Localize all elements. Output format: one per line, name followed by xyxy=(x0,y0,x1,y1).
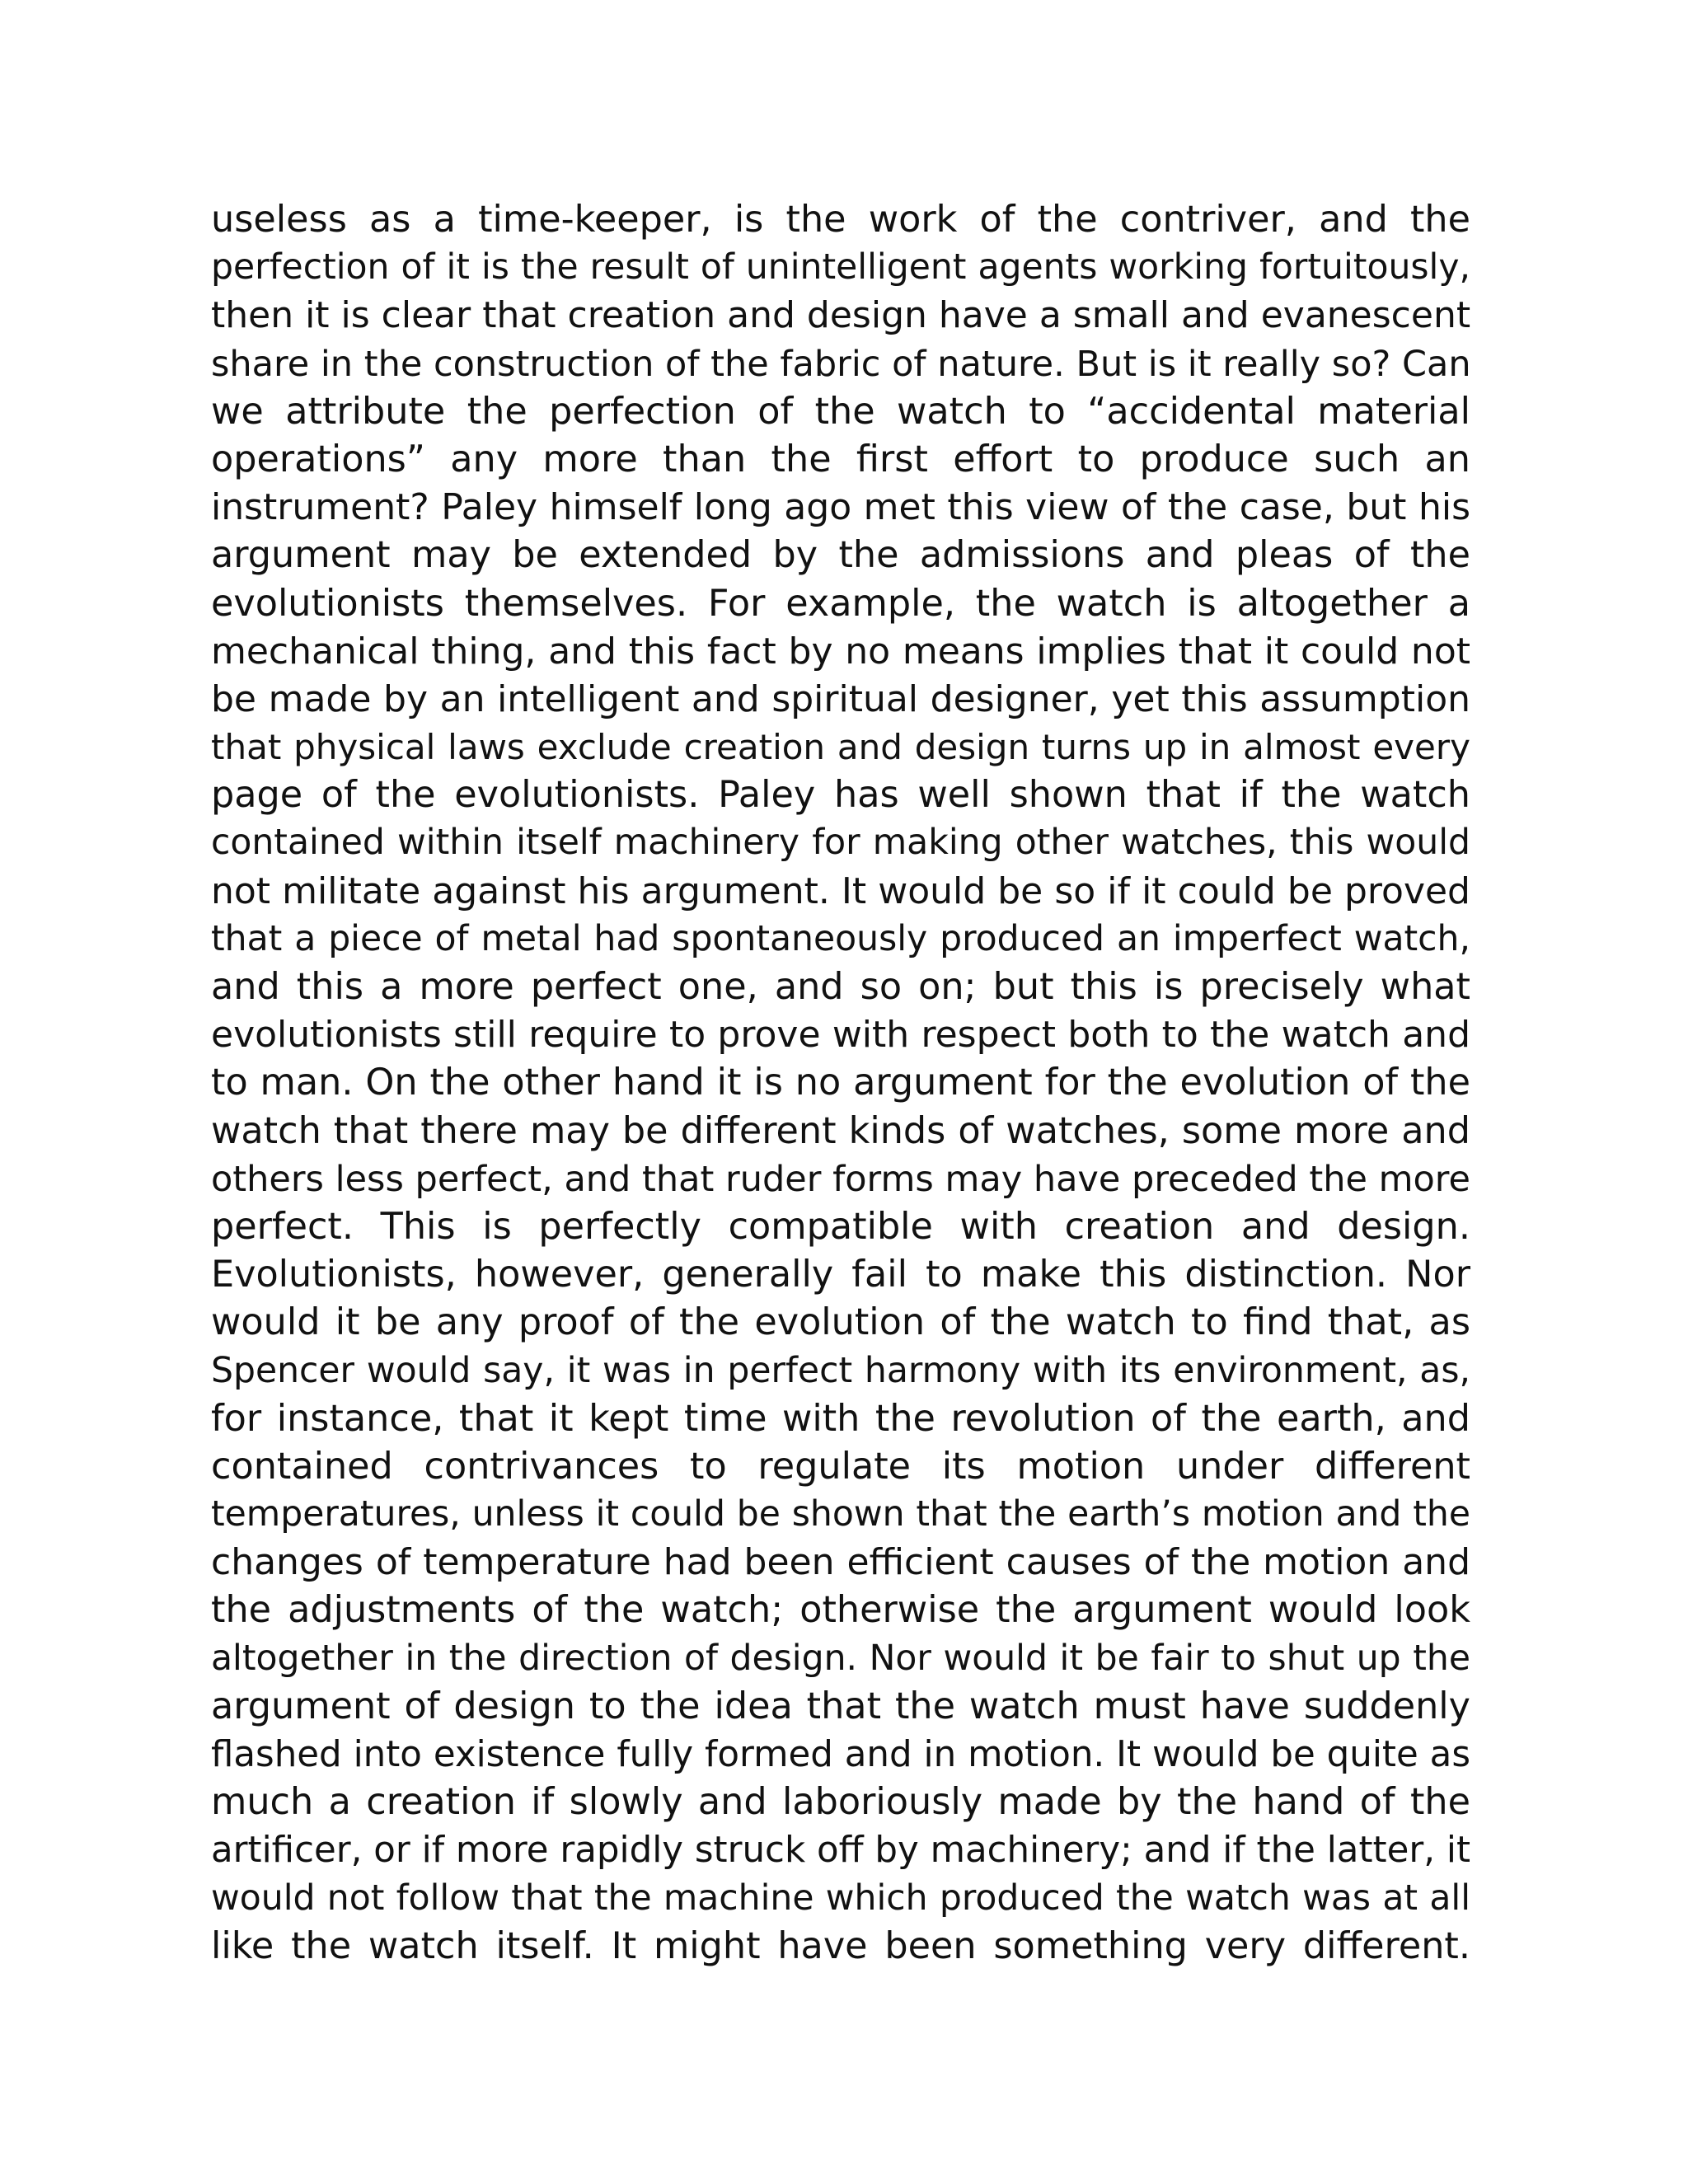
text-line: share in the construction of the fabric of nature. But is it really so? Can xyxy=(211,343,1471,385)
text-line: mechanical thing, and this fact by no means implies that it could not xyxy=(211,630,1470,673)
text-line: would it be any proof of the evolution of the watch to find that, as xyxy=(211,1301,1470,1344)
text-line: would not follow that the machine which produced the watch was at all xyxy=(211,1877,1470,1919)
text-line: temperatures, unless it could be shown that the earth’s motion and the xyxy=(211,1494,1470,1535)
text-line: watch that there may be different kinds of watches, some more and xyxy=(211,1109,1470,1152)
text-line: page of the evolutionists. Paley has well shown that if the watch xyxy=(211,774,1470,817)
text-line: Spencer would say, it was in perfect harmony with its environment, as, xyxy=(211,1350,1470,1391)
text-line: changes of temperature had been efficient causes of the motion and xyxy=(211,1541,1470,1584)
text-line: to man. On the other hand it is no argument for the evolution of the xyxy=(211,1062,1470,1104)
text-line: contained contrivances to regulate its motion under different xyxy=(211,1445,1470,1488)
text-line: that a piece of metal had spontaneously produced an imperfect watch, xyxy=(211,918,1470,959)
body-paragraph xyxy=(211,196,1470,1971)
text-line: for instance, that it kept time with the revolution of the earth, and xyxy=(211,1397,1470,1440)
text-line: useless as a time-keeper, is the work of the contriver, and the xyxy=(211,199,1470,241)
text-line: Evolutionists, however, generally fail to make this distinction. Nor xyxy=(211,1254,1470,1296)
text-line: be made by an intelligent and spiritual designer, yet this assumption xyxy=(211,677,1470,720)
text-line: instrument? Paley himself long ago met this view of the case, but his xyxy=(211,486,1470,529)
text-line: artificer, or if more rapidly struck off by machinery; and if the latter, it xyxy=(211,1830,1471,1872)
text-line: altogether in the direction of design. Nor would it be fair to shut up the xyxy=(211,1638,1470,1679)
text-line: operations” any more than the first effort to produce such an xyxy=(211,438,1470,480)
text-line: perfection of it is the result of unintelligent agents working fortuitously, xyxy=(211,247,1470,288)
text-line: the adjustments of the watch; otherwise the argument would look xyxy=(211,1589,1470,1632)
text-line: perfect. This is perfectly compatible with creation and design. xyxy=(211,1205,1470,1248)
text-line: not militate against his argument. It would be so if it could be proved xyxy=(211,869,1470,912)
text-line: then it is clear that creation and design have a small and evanescent xyxy=(211,294,1471,337)
text-line: argument may be extended by the admissions and pleas of the xyxy=(211,534,1470,577)
text-line: much a creation if slowly and laboriously made by the hand of the xyxy=(211,1781,1470,1824)
text-line: evolutionists themselves. For example, the watch is altogether a xyxy=(211,582,1470,625)
text-line: flashed into existence fully formed and in motion. It would be quite as xyxy=(211,1734,1470,1775)
text-line: we attribute the perfection of the watch to “accidental material xyxy=(211,390,1470,433)
text-line: evolutionists still require to prove with respect both to the watch and xyxy=(211,1014,1470,1057)
text-line: that physical laws exclude creation and design turns up in almost every xyxy=(211,727,1470,768)
text-line: contained within itself machinery for making other watches, this would xyxy=(211,823,1470,864)
text-line: like the watch itself. It might have been something very different. xyxy=(211,1924,1470,1967)
text-line: argument of design to the idea that the watch must have suddenly xyxy=(211,1685,1470,1727)
text-line: others less perfect, and that ruder forms may have preceded the more xyxy=(211,1158,1470,1200)
text-line: and this a more perfect one, and so on; but this is precisely what xyxy=(211,966,1470,1008)
